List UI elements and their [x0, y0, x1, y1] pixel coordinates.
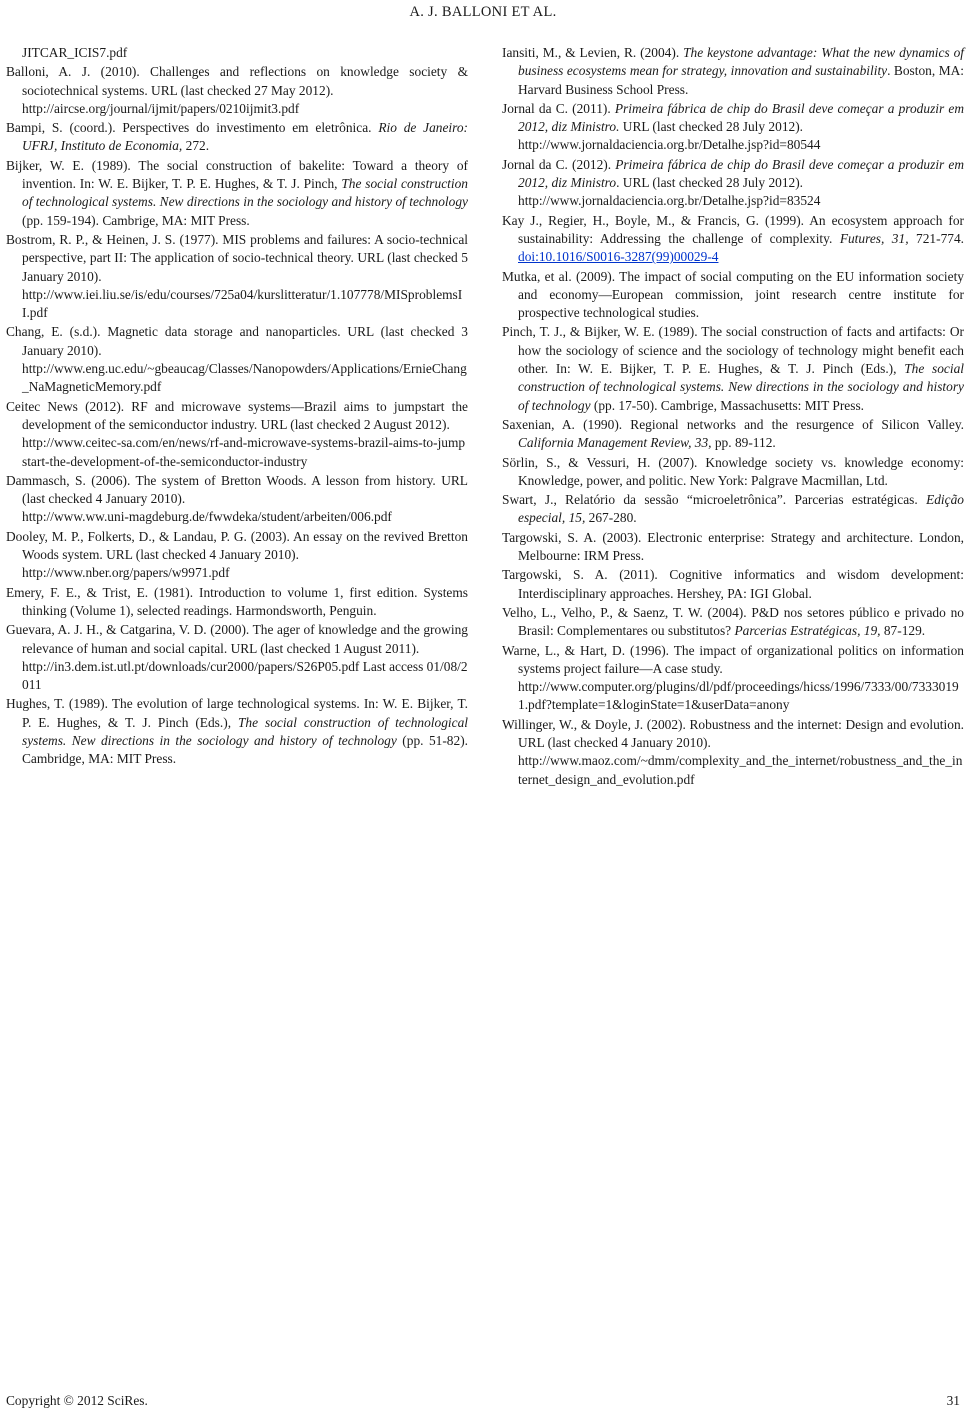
reference-italic: The social construction of technological systems. New directions in the sociology and history of technology — [22, 714, 468, 748]
reference-chang — [6, 323, 468, 396]
reference-text: Balloni, A. J. (2010). Challenges and reflections on knowledge society & sociotechnical systems. URL (last checked 27 May 2012). — [6, 64, 468, 98]
reference-bampi — [6, 119, 468, 156]
reference-text: Jornal da C. (2011). — [502, 100, 615, 116]
reference-url[interactable]: http://in3.dem.ist.utl.pt/downloads/cur2000/papers/S26P05.pdf Last access 01/08/2011 — [22, 658, 468, 693]
reference-italic: Parcerias Estratégicas, 19, — [734, 623, 881, 639]
reference-swart — [502, 491, 964, 528]
reference-targowski-2003 — [502, 529, 964, 566]
reference-text: Pinch, T. J., & Bijker, W. E. (1989). The social construction of facts and artifacts: Or how the sociology of science and the sociology of technology might benefit each other. In: W. E. Bijker, T. P. E. Hughes, & T. J. Pinch (Eds.), — [502, 324, 964, 377]
reference-italic: Edição especial, 15, — [518, 492, 964, 526]
reference-url[interactable]: http://www.computer.org/plugins/dl/pdf/proceedings/hicss/1996/7333/00/73330191.pdf?template=1&loginState=1&userData=anony — [518, 679, 959, 713]
reference-willinger-2002 — [502, 716, 964, 789]
reference-pinch-1989 — [502, 323, 964, 414]
reference-guevara-2000 — [6, 621, 468, 694]
reference-text: Saxenian, A. (1990). Regional networks and the resurgence of Silicon Valley. — [502, 416, 964, 432]
reference-italic: Rio de Janeiro: UFRJ, Instituto de Economia, — [22, 120, 469, 154]
references-right-column — [502, 44, 964, 790]
reference-text: Bostrom, R. P., & Heinen, J. S. (1977). MIS problems and failures: A socio-technical perspective, part II: The application of socio-technical theory. URL (last checked 5 January 2010). — [6, 231, 468, 284]
reference-text-after: 267-280. — [585, 510, 637, 526]
reference-italic: California Management Review, 33, — [518, 435, 712, 451]
reference-text-after: 87-129. — [880, 623, 926, 639]
reference-bijker-1989 — [6, 157, 468, 230]
reference-url[interactable]: http://www.ceitec-sa.com/en/news/rf-and-microwave-systems-brazil-aims-to-jumpstart-the-development-of-the-semiconductor-industry — [22, 435, 466, 469]
reference-text: Dammasch, S. (2006). The system of Bretton Woods. A lesson from history. URL (last checked 4 January 2010). — [6, 472, 468, 507]
reference-text: Warne, L., & Hart, D. (1996). The impact of organizational politics on information systems project failure—A case study. — [502, 642, 964, 676]
reference-italic: The social construction of technological systems. New directions in the sociology and history of technology — [22, 176, 468, 210]
reference-url[interactable]: http://aircse.org/journal/ijmit/papers/0210ijmit3.pdf — [22, 100, 300, 116]
running-header: A. J. BALLONI ET AL. — [409, 4, 557, 20]
reference-balloni-2010 — [6, 63, 468, 118]
reference-kay-1999 — [502, 212, 964, 267]
reference-warne-1996 — [502, 642, 964, 715]
page-number: 31 — [946, 1393, 960, 1408]
reference-text: Willinger, W., & Doyle, J. (2002). Robustness and the internet: Design and evolution. URL (last checked 4 January 2010). — [502, 716, 964, 750]
reference-text-after: (pp. 51-82). Cambridge, MA: MIT Press. — [22, 732, 468, 767]
reference-url[interactable]: http://www.jornaldaciencia.org.br/Detalhe.jsp?id=83524 — [518, 193, 821, 209]
reference-text: Mutka, et al. (2009). The impact of social computing on the EU information society and economy—European commission, joint research centre institute for prospective technological studies. — [502, 268, 964, 321]
reference-saxenian-1990 — [502, 416, 964, 453]
reference-text: Iansiti, M., & Levien, R. (2004). — [502, 45, 684, 60]
reference-text-after: . URL (last checked 28 July 2012). — [616, 175, 804, 191]
reference-emery-1981 — [6, 584, 468, 621]
reference-hughes-1989 — [6, 695, 468, 768]
reference-text: Targowski, S. A. (2003). Electronic enterprise: Strategy and architecture. London, Melbourne: IRM Press. — [502, 529, 964, 564]
reference-jornal-2012 — [502, 156, 964, 211]
reference-text: Swart, J., Relatório da sessão “microeletrônica”. Parcerias estratégicas. — [502, 492, 927, 508]
reference-velho-2004 — [502, 604, 964, 641]
reference-url[interactable]: http://www.iei.liu.se/is/edu/courses/725a04/kurslitteratur/1.107778/MISproblemsII.pdf — [22, 286, 463, 321]
reference-bostrom-1977 — [6, 231, 468, 322]
reference-text-after: (pp. 17-50). Cambrige, Massachusetts: MIT Press. — [590, 397, 864, 413]
reference-text-after: (pp. 159-194). Cambrige, MA: MIT Press. — [22, 212, 250, 228]
reference-continuation-text: JITCAR_ICIS7.pdf — [22, 45, 128, 60]
reference-ceitec-2012 — [6, 398, 468, 471]
reference-text: Ceitec News (2012). RF and microwave systems—Brazil aims to jumpstart the development of the semiconductor industry. URL (last checked 2 August 2012). — [6, 398, 468, 432]
copyright-footer: Copyright © 2012 SciRes. — [6, 1393, 148, 1408]
reference-text: Jornal da C. (2012). — [502, 156, 616, 172]
reference-text: Guevara, A. J. H., & Catgarina, V. D. (2000). The ager of knowledge and the growing relevance of human and social capital. URL (last checked 1 August 2011). — [6, 622, 468, 656]
reference-continuation — [6, 44, 468, 62]
reference-sorlin-2007 — [502, 454, 964, 491]
reference-url[interactable]: http://www.eng.uc.edu/~gbeaucag/Classes/Nanopowders/Applications/ErnieChang_NaMagneticMemory.pdf — [22, 361, 467, 395]
reference-text: Kay J., Regier, H., Boyle, M., & Francis, G. (1999). An ecosystem approach for sustainability: Addressing the challenge of complexity. — [502, 212, 964, 246]
reference-text: Chang, E. (s.d.). Magnetic data storage and nanoparticles. URL (last checked 3 January 2010). — [6, 324, 468, 358]
reference-targowski-2011 — [502, 566, 964, 603]
reference-text-after: 721-774. — [908, 230, 965, 246]
reference-url[interactable]: http://www.jornaldaciencia.org.br/Detalhe.jsp?id=80544 — [518, 137, 821, 153]
reference-jornal-2011 — [502, 100, 964, 155]
reference-text: Emery, F. E., & Trist, E. (1981). Introduction to volume 1, first edition. Systems thinking (Volume 1), selected readings. Harmondsworth, Penguin. — [6, 584, 468, 618]
reference-text: Bampi, S. (coord.). Perspectives do investimento em eletrônica. — [6, 120, 379, 136]
reference-url[interactable]: http://www.maoz.com/~dmm/complexity_and_the_internet/robustness_and_the_internet_design_and_evolution.pdf — [518, 753, 963, 787]
reference-text: Velho, L., Velho, P., & Saenz, T. W. (2004). P&D nos setores público e privado no Brasil: Complementares ou substitutos? — [502, 604, 964, 639]
reference-text-after: . Boston, MA: Harvard Business School Press. — [518, 63, 964, 97]
reference-text: Sörlin, S., & Vessuri, H. (2007). Knowledge society vs. knowledge economy: Knowledge, power, and politic. New York: Palgrave Macmillan, Ltd. — [502, 454, 964, 488]
reference-dammasch-2006 — [6, 472, 468, 527]
reference-text: Dooley, M. P., Folkerts, D., & Landau, P. G. (2003). An essay on the revived Bretton Woods system. URL (last checked 4 January 2010). — [6, 528, 468, 563]
reference-text: Targowski, S. A. (2011). Cognitive informatics and wisdom development: Interdisciplinary approaches. Hershey, PA: IGI Global. — [502, 567, 964, 601]
reference-url[interactable]: http://www.nber.org/papers/w9971.pdf — [22, 565, 230, 581]
reference-italic: Futures, 31, — [839, 230, 909, 246]
reference-dooley-2003 — [6, 528, 468, 583]
reference-text-after: URL (last checked 28 July 2012). — [619, 119, 804, 135]
reference-text-after: pp. 89-112. — [711, 435, 776, 451]
doi-link[interactable]: doi:10.1016/S0016-3287(99)00029-4 — [518, 249, 719, 265]
reference-url[interactable]: http://www.ww.uni-magdeburg.de/fwwdeka/student/arbeiten/006.pdf — [22, 509, 392, 525]
reference-italic: The keystone advantage: What the new dynamics of business ecosystems mean for strategy, innovation and sustainability — [518, 45, 964, 79]
reference-italic: Primeira fábrica de chip do Brasil deve começar a produzir em 2012, diz Ministro — [518, 156, 964, 191]
reference-italic: The social construction of technological systems. New directions in the sociology and history of technology — [518, 361, 964, 413]
reference-text: Hughes, T. (1989). The evolution of large technological systems. In: W. E. Bijker, T. P. E. Hughes, & T. J. Pinch (Eds.), — [6, 696, 468, 730]
reference-italic: Primeira fábrica de chip do Brasil deve começar a produzir em 2012, diz Ministro. — [518, 100, 964, 135]
references-left-column — [6, 44, 468, 770]
reference-text-after: 272. — [182, 138, 210, 154]
reference-iansiti-2004 — [502, 44, 964, 99]
reference-text: Bijker, W. E. (1989). The social construction of bakelite: Toward a theory of invention. In: W. E. Bijker, T. P. E. Hughes, & T. J. Pinch, — [6, 157, 468, 192]
reference-mutka-2009 — [502, 268, 964, 323]
